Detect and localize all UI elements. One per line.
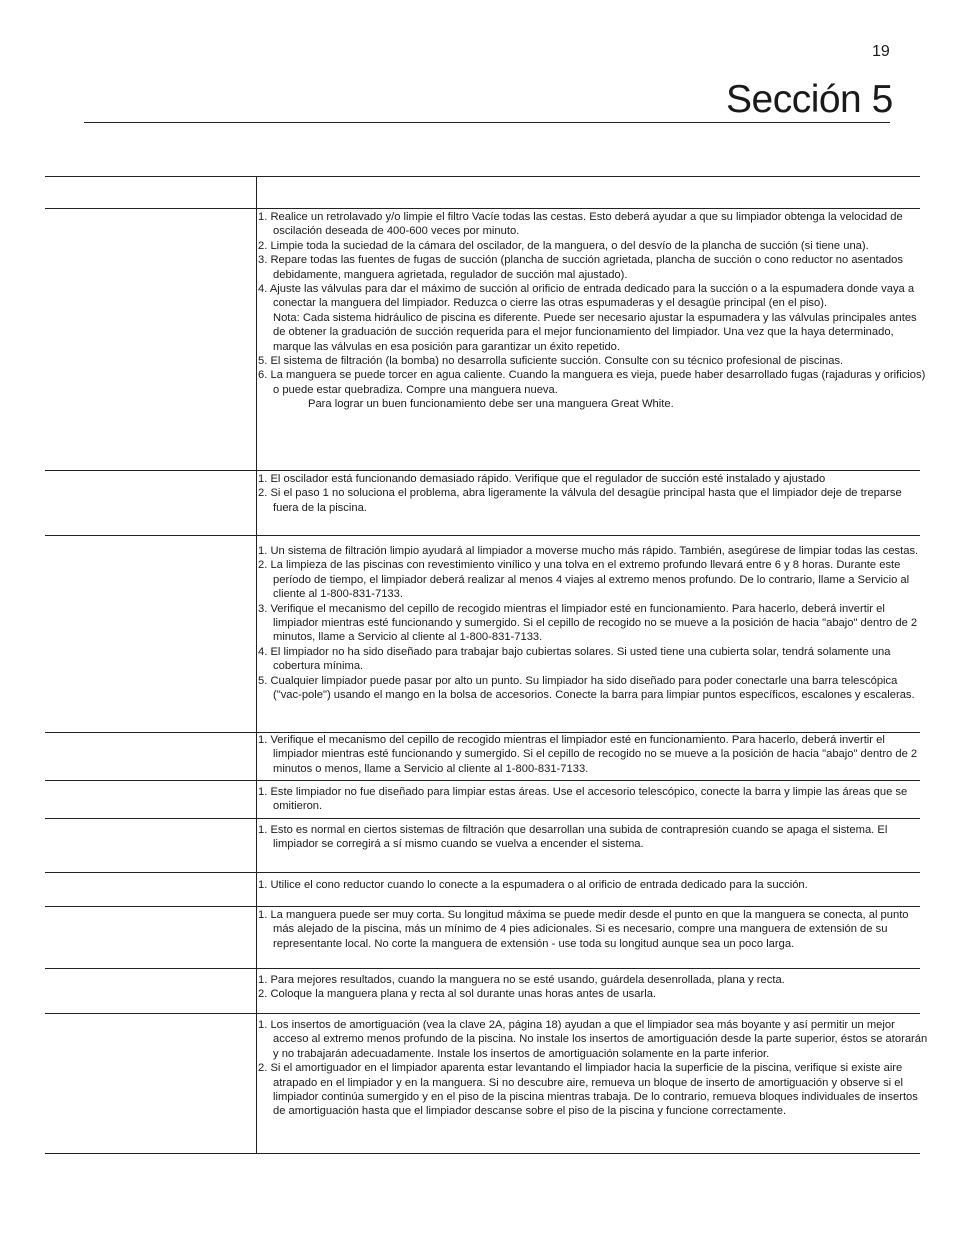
solution-cell — [258, 785, 928, 814]
solution-list — [258, 210, 928, 412]
solution-cell — [258, 544, 928, 702]
solution-cell — [258, 823, 928, 852]
list-item: 2. La limpieza de las piscinas con revestimiento vinílico y una tolva en el extremo profundo llevará entre 6 y 8 horas. Durante este período de tiempo, el limpiador deberá realizar al menos 4 viajes al extremo menos profundo. De lo contrario, llame a Servicio al cliente al 1-800-831-7133. — [258, 559, 913, 601]
table-header-row — [45, 176, 920, 209]
column-divider — [256, 209, 257, 470]
list-item: 1. Los insertos de amortiguación (vea la clave 2A, página 18) ayudan a que el limpiador sea más boyante y así permitir un mejor acceso al extremo menos profundo de la piscina. No instale los insertos de amortiguación desde la parte superior, éstos se atorarán y no trabajarán adecuadamente. Instale los insertos de amortiguación solamente en la parte inferior. — [258, 1019, 931, 1060]
solution-cell — [258, 472, 928, 515]
solution-cell — [258, 908, 928, 951]
troubleshooting-table — [45, 176, 931, 1154]
list-item: 2. Coloque la manguera plana y recta al sol durante unas horas antes de usarla. — [258, 988, 657, 1001]
list-item: 1. Un sistema de filtración limpio ayudará al limpiador a moverse mucho más rápido. También, asegúrese de limpiar todas las cestas. — [258, 545, 919, 557]
list-item: 4. Ajuste las válvulas para dar el máximo de succión al orificio de entrada dedicado para la succión o a la espumadera donde vaya a conectar la manguera del limpiador. Reduzca o cierre las otras espumaderas y el desagüe principal (en el piso). — [258, 283, 918, 310]
table-row — [45, 969, 920, 1014]
list-item: 4. El limpiador no ha sido diseñado para trabajar bajo cubiertas solares. Si usted tiene una cubierta solar, tendrá solamente una cobertura mínima. — [258, 645, 894, 673]
solution-cell — [258, 1018, 931, 1119]
list-item: 1. El oscilador está funcionando demasiado rápido. Verifique que el regulador de succión esté instalado y ajustado — [258, 473, 826, 485]
column-divider — [256, 781, 257, 818]
column-divider — [256, 177, 257, 208]
solution-cell — [258, 973, 928, 1002]
list-item: 1. Para mejores resultados, cuando la manguera no se esté usando, guárdela desenrollada, plana y recta. — [258, 974, 785, 986]
column-divider — [256, 819, 257, 872]
column-divider — [256, 733, 257, 780]
table-row — [45, 733, 920, 781]
table-row — [45, 471, 920, 536]
list-item: 1. La manguera puede ser muy corta. Su longitud máxima se puede medir desde el punto en que la manguera se conecta, al punto más alejado de la piscina, más un mínimo de 4 pies adicionales. Si es necesario, compre una manguera de extensión de su representante local. No corte la manguera de extensión - use toda su longitud aunque sea un poco larga. — [258, 909, 912, 950]
table-row — [45, 781, 920, 819]
section-title: Sección 5 — [726, 78, 893, 121]
table-row — [45, 536, 920, 733]
list-item: 1. Verifique el mecanismo del cepillo de recogido mientras el limpiador esté en funcionamiento. Para hacerlo, deberá invertir el limpiador mientras esté funcionando y sumergido. Si el cepillo de recogido no se mueve a la posición de hacia "abajo" dentro de 2 minutos o menos, llame a Servicio al cliente al 1-800-831-7133. — [258, 734, 921, 775]
list-item: 2. Si el paso 1 no soluciona el problema, abra ligeramente la válvula del desagüe principal hasta que el limpiador deje de treparse fuera de la piscina. — [258, 487, 905, 514]
solution-cell — [258, 878, 928, 892]
solution-cell — [258, 733, 928, 776]
list-item: 3. Repare todas las fuentes de fugas de succión (plancha de succión agrietada, plancha de succión o cono reductor no asentados debidamente, manguera agrietada, regulador de succión mal ajustado). — [258, 254, 907, 281]
table-row — [45, 819, 920, 873]
table-row — [45, 1014, 931, 1154]
column-divider — [256, 969, 257, 1013]
list-item: 1. Utilice el cono reductor cuando lo conecte a la espumadera o al orificio de entrada dedicado para la succión. — [258, 879, 808, 891]
note-text: Nota: Cada sistema hidráulico de piscina es diferente. Puede ser necesario ajustar la espumadera y las válvulas principales antes de obtener la graduación de succión requerida para el mejor funcionamiento del limpiador. Una vez que la haya determinado, marque las válvulas en esa posición para garantizar un éxito repetido. — [273, 311, 920, 353]
solution-cell — [258, 210, 928, 412]
page-number: 19 — [872, 43, 890, 60]
column-divider — [256, 471, 257, 535]
title-divider — [84, 122, 890, 123]
list-item: 3. Verifique el mecanismo del cepillo de recogido mientras el limpiador esté en funcionamiento. Para hacerlo, deberá invertir el limpiador mientras esté funcionando y sumergido. Si el cepillo de recogido no se mueve a la posición de hacia "abajo" dentro de 2 minutos, llame a Servicio al cliente al 1-800-831-7133. — [258, 602, 921, 644]
list-item: 1. Realice un retrolavado y/o limpie el filtro Vacíe todas las cestas. Esto deberá ayudar a que su limpiador obtenga la velocidad de oscilación deseada de 400-600 veces por minuto. — [258, 211, 906, 238]
list-item: 2. Limpie toda la suciedad de la cámara del oscilador, de la manguera, o del desvío de la plancha de succión (si tiene una). — [258, 239, 869, 252]
list-item: 1. Esto es normal en ciertos sistemas de filtración que desarrollan una subida de contrapresión cuando se apaga el sistema. El limpiador se corregirá a sí mismo cuando se vuelva a encender el sistema. — [258, 824, 891, 851]
column-divider — [256, 536, 257, 732]
list-item: 6. La manguera se puede torcer en agua caliente. Cuando la manguera es vieja, puede haber desarrollado fugas (rajaduras y orificios) o puede estar quebradiza. Compre una manguera nueva. — [258, 369, 929, 396]
table-row — [45, 209, 929, 471]
list-item: 2. Si el amortiguador en el limpiador aparenta estar levantando el limpiador hacia la superficie de la piscina, verifique si existe aire atrapado en el limpiador y en la manguera. Si no descubre aire, remueva un bloque de inserto de amortiguación y observe si el limpiador continúa sumergido y en el piso de la piscina mientras trabaja. De lo contrario, remueva bloques individuales de insertos de amortiguación hasta que el limpiador descanse sobre el piso de la piscina y funcione correctamente. — [258, 1062, 921, 1118]
list-item: 5. Cualquier limpiador puede pasar por alto un punto. Su limpiador ha sido diseñado para poder conectarle una barra telescópica ("vac-pole") usando el mango en la bolsa de accesorios. Conecte la barra para limpiar puntos específicos, escalones y escaleras. — [258, 674, 915, 702]
table-row — [45, 873, 920, 907]
column-divider — [256, 1014, 257, 1153]
table-row — [45, 907, 920, 969]
emphasis-text: Para lograr un buen funcionamiento debe ser una manguera Great White. — [308, 398, 674, 411]
list-item: 1. Este limpiador no fue diseñado para limpiar estas áreas. Use el accesorio telescópico, conecte la barra y limpie las áreas que se omitieron. — [258, 786, 911, 813]
column-divider — [256, 907, 257, 968]
column-divider — [256, 873, 257, 906]
list-item: 5. El sistema de filtración (la bomba) no desarrolla suficiente succión. Consulte con su técnico profesional de piscinas. — [258, 355, 844, 368]
